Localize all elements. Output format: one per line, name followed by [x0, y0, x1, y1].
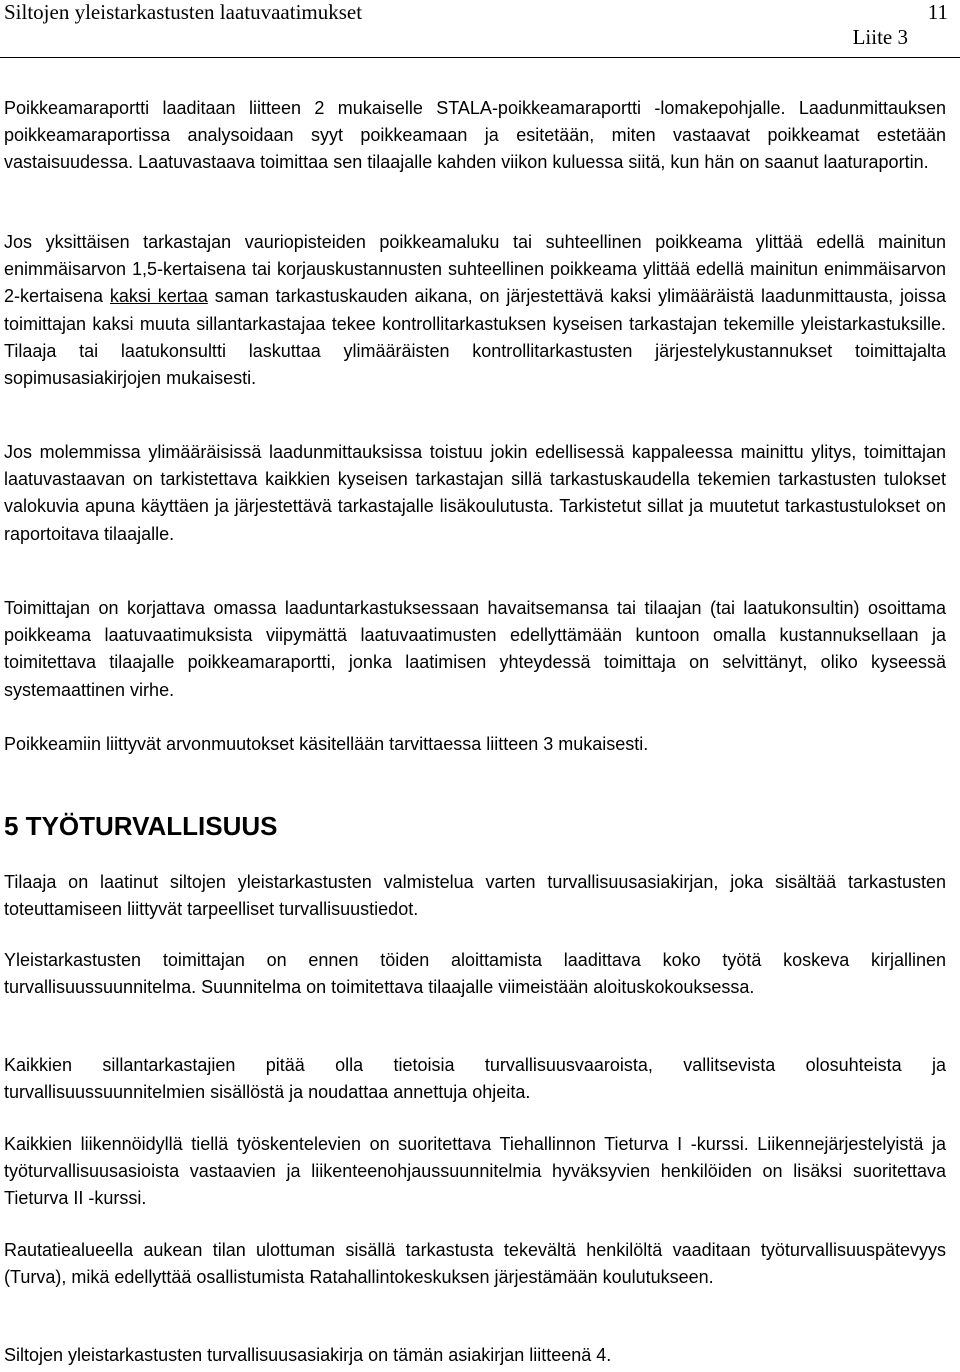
paragraph-text-part: Jos yksittäisen tarkastajan vauriopisteiden poikkeamaluku tai suhteellinen poikkeama ylittää edellä mainitun enimmäisarvon 1,5-kertaisena tai korjauskustannusten suhteellinen poikkeama ylittää edellä mainitun enimmäisarvon 2-kertaisena — [4, 232, 946, 307]
paragraph-inspector-awareness: Kaikkien sillantarkastajien pitää olla tietoisia turvallisuusvaaroista, vallitsevista olosuhteista ja turvallisuussuunnitelmien sisällöstä ja noudattaa annettuja ohjeita. — [4, 1055, 946, 1103]
paragraph-safety-document: Tilaaja on laatinut siltojen yleistarkastusten valmistelua varten turvallisuusasiakirjan, joka sisältää tarkastusten toteuttamiseen liittyvät tarpeelliset turvallisuustiedot. — [4, 872, 946, 920]
paragraph-safety-document-appendix: Siltojen yleistarkastusten turvallisuusasiakirja on tämän asiakirjan liitteenä 4. — [4, 1345, 612, 1365]
page-header — [0, 0, 960, 58]
paragraph-additional-quality-measurements — [4, 229, 946, 392]
paragraph-value-changes: Poikkeamiin liittyvät arvonmuutokset käsitellään tarvittaessa liitteen 3 mukaisesti. — [4, 734, 649, 754]
header-appendix-label: Liite 3 — [852, 25, 908, 49]
underlined-emphasis: kaksi kertaa — [109, 286, 208, 307]
paragraph-safety-plan: Yleistarkastusten toimittajan on ennen töiden aloittamista laadittava koko työtä koskeva kirjallinen turvallisuussuunnitelma. Suunnitelma on toimitettava tilaajalle viimeistään aloituskokouksessa. — [4, 950, 946, 998]
paragraph-railway-safety: Rautatiealueella aukean tilan ulottuman sisällä tarkastusta tekevältä henkilöltä vaaditaan työturvallisuuspätevyys (Turva), mikä edellyttää osallistumista Ratahallintokeskuksen järjestämään koulutukseen. — [4, 1240, 946, 1288]
paragraph-text-part: saman tarkastuskauden aikana, on järjestettävä kaksi ylimääräistä laadunmittausta, joissa toimittajan kaksi muuta sillantarkastajaa tekee kontrollitarkastuksen kyseisen tarkastajan tekemille yleistarkastuksille. Tilaaja tai laatukonsultti laskuttaa ylimääräisten kontrollitarkastusten järjestelykustannukset toimittajalta sopimusasiakirjojen mukaisesti. — [4, 286, 946, 389]
paragraph-tieturva-courses: Kaikkien liikennöidyllä tiellä työskentelevien on suoritettava Tiehallinnon Tieturva I -kurssi. Liikennejärjestelyistä ja työturvallisuusasioista vastaavien ja liikenteenohjaussuunnitelmia hyväksyvien henkilöiden on lisäksi suoritettava Tieturva II -kurssi. — [4, 1134, 946, 1209]
header-page-number: 11 — [927, 0, 948, 24]
paragraph-corrective-action: Toimittajan on korjattava omassa laaduntarkastuksessaan havaitsemansa tai tilaajan (tai laatukonsultin) osoittama poikkeama laatuvaatimuksista viipymättä laatuvaatimusten edellyttämään kuntoon omalla kustannuksellaan ja toimitettava tilaajalle poikkeamaraportti, jonka laatimisen yhteydessä toimittaja on selvittänyt, oliko kyseessä systemaattinen virhe. — [4, 598, 946, 700]
header-document-title: Siltojen yleistarkastusten laatuvaatimukset — [4, 0, 363, 24]
section-heading-occupational-safety: 5 TYÖTURVALLISUUS — [4, 811, 278, 841]
paragraph-deviation-report: Poikkeamaraportti laaditaan liitteen 2 mukaiselle STALA-poikkeamaraportti -lomakepohjalle. Laadunmittauksen poikkeamaraportissa analysoidaan syyt poikkeamaan ja esitetään, miten vastaavat poikkeamat estetään vastaisuudessa. Laatuvastaava toimittaa sen tilaajalle kahden viikon kuluessa siitä, kun hän on saanut laaturaportin. — [4, 98, 946, 173]
paragraph-repeated-exceedance: Jos molemmissa ylimääräisissä laadunmittauksissa toistuu jokin edellisessä kappaleessa mainittu ylitys, toimittajan laatuvastaavan on tarkistettava kaikkien kyseisen tarkastajan sillä tarkastuskaudella tekemien tarkastusten tulokset valokuvia apuna käyttäen ja järjestettävä tarkastajalle lisäkoulutusta. Tarkistetut sillat ja muutetut tarkastustulokset on raportoitava tilaajalle. — [4, 442, 946, 544]
